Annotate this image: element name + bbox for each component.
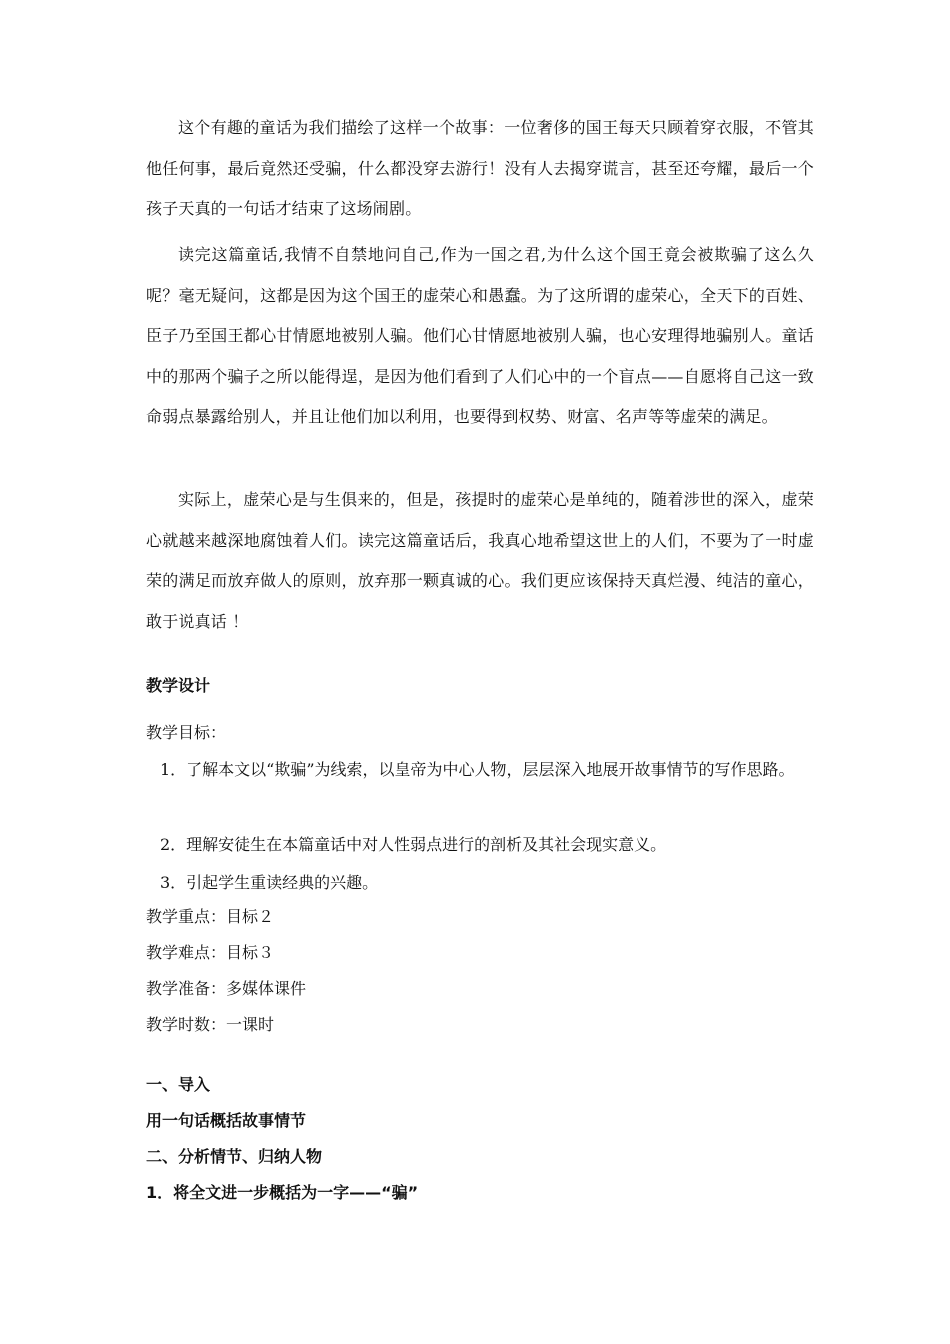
- section-2-title: 二、分析情节、归纳人物: [146, 1147, 323, 1166]
- goal-item-3: 3．引起学生重读经典的兴趣。: [160, 873, 379, 892]
- section-1-subtitle: 用一句话概括故事情节: [146, 1111, 307, 1130]
- goal-item-1: 1．了解本文以“欺骗”为线索，以皇帝为中心人物，层层深入地展开故事情节的写作思路。: [160, 760, 795, 779]
- difficulty: 教学难点：目标３: [146, 943, 275, 962]
- goal-item-2: 2．理解安徒生在本篇童话中对人性弱点进行的剖析及其社会现实意义。: [160, 835, 667, 854]
- goals-label: 教学目标：: [146, 723, 227, 742]
- preparation: 教学准备：多媒体课件: [146, 979, 307, 998]
- key-point: 教学重点：目标２: [146, 907, 275, 926]
- paragraph-reflection: 读完这篇童话,我情不自禁地问自己,作为一国之君,为什么这个国王竟会被欺骗了这么久呢？毫无疑问，这都是因为这个国王的虚荣心和愚蠢。为了这所谓的虚荣心，全天下的百姓、臣子乃至国王都心甘情愿地被别人骗。他们心甘情愿地被别人骗，也心安理得地骗别人。童话中的那两个骗子之所以能得逞，是因为他们看到了人们心中的一个盲点——自愿将自己这一致命弱点暴露给别人，并且让他们加以利用，也要得到权势、财富、名声等等虚荣的满足。: [146, 245, 814, 426]
- section-1-title: 一、导入: [146, 1075, 211, 1094]
- paragraph-story-summary: 这个有趣的童话为我们描绘了这样一个故事：一位奢侈的国王每天只顾着穿衣服，不管其他任何事，最后竟然还受骗，什么都没穿去游行！没有人去揭穿谎言，甚至还夸耀，最后一个孩子天真的一句话才结束了这场闹剧。: [146, 118, 814, 218]
- paragraph-conclusion: 实际上，虚荣心是与生俱来的，但是，孩提时的虚荣心是单纯的，随着涉世的深入，虚荣心就越来越深地腐蚀着人们。读完这篇童话后，我真心地希望这世上的人们，不要为了一时虚荣的满足而放弃做人的原则，放弃那一颗真诚的心。我们更应该保持天真烂漫、纯洁的童心，敢于说真话 ！: [146, 490, 814, 631]
- section-2-item-1: 1．将全文进一步概括为一字——“骗”: [146, 1183, 419, 1202]
- class-hours: 教学时数：一课时: [146, 1015, 275, 1034]
- section-heading-teaching-design: 教学设计: [146, 676, 211, 695]
